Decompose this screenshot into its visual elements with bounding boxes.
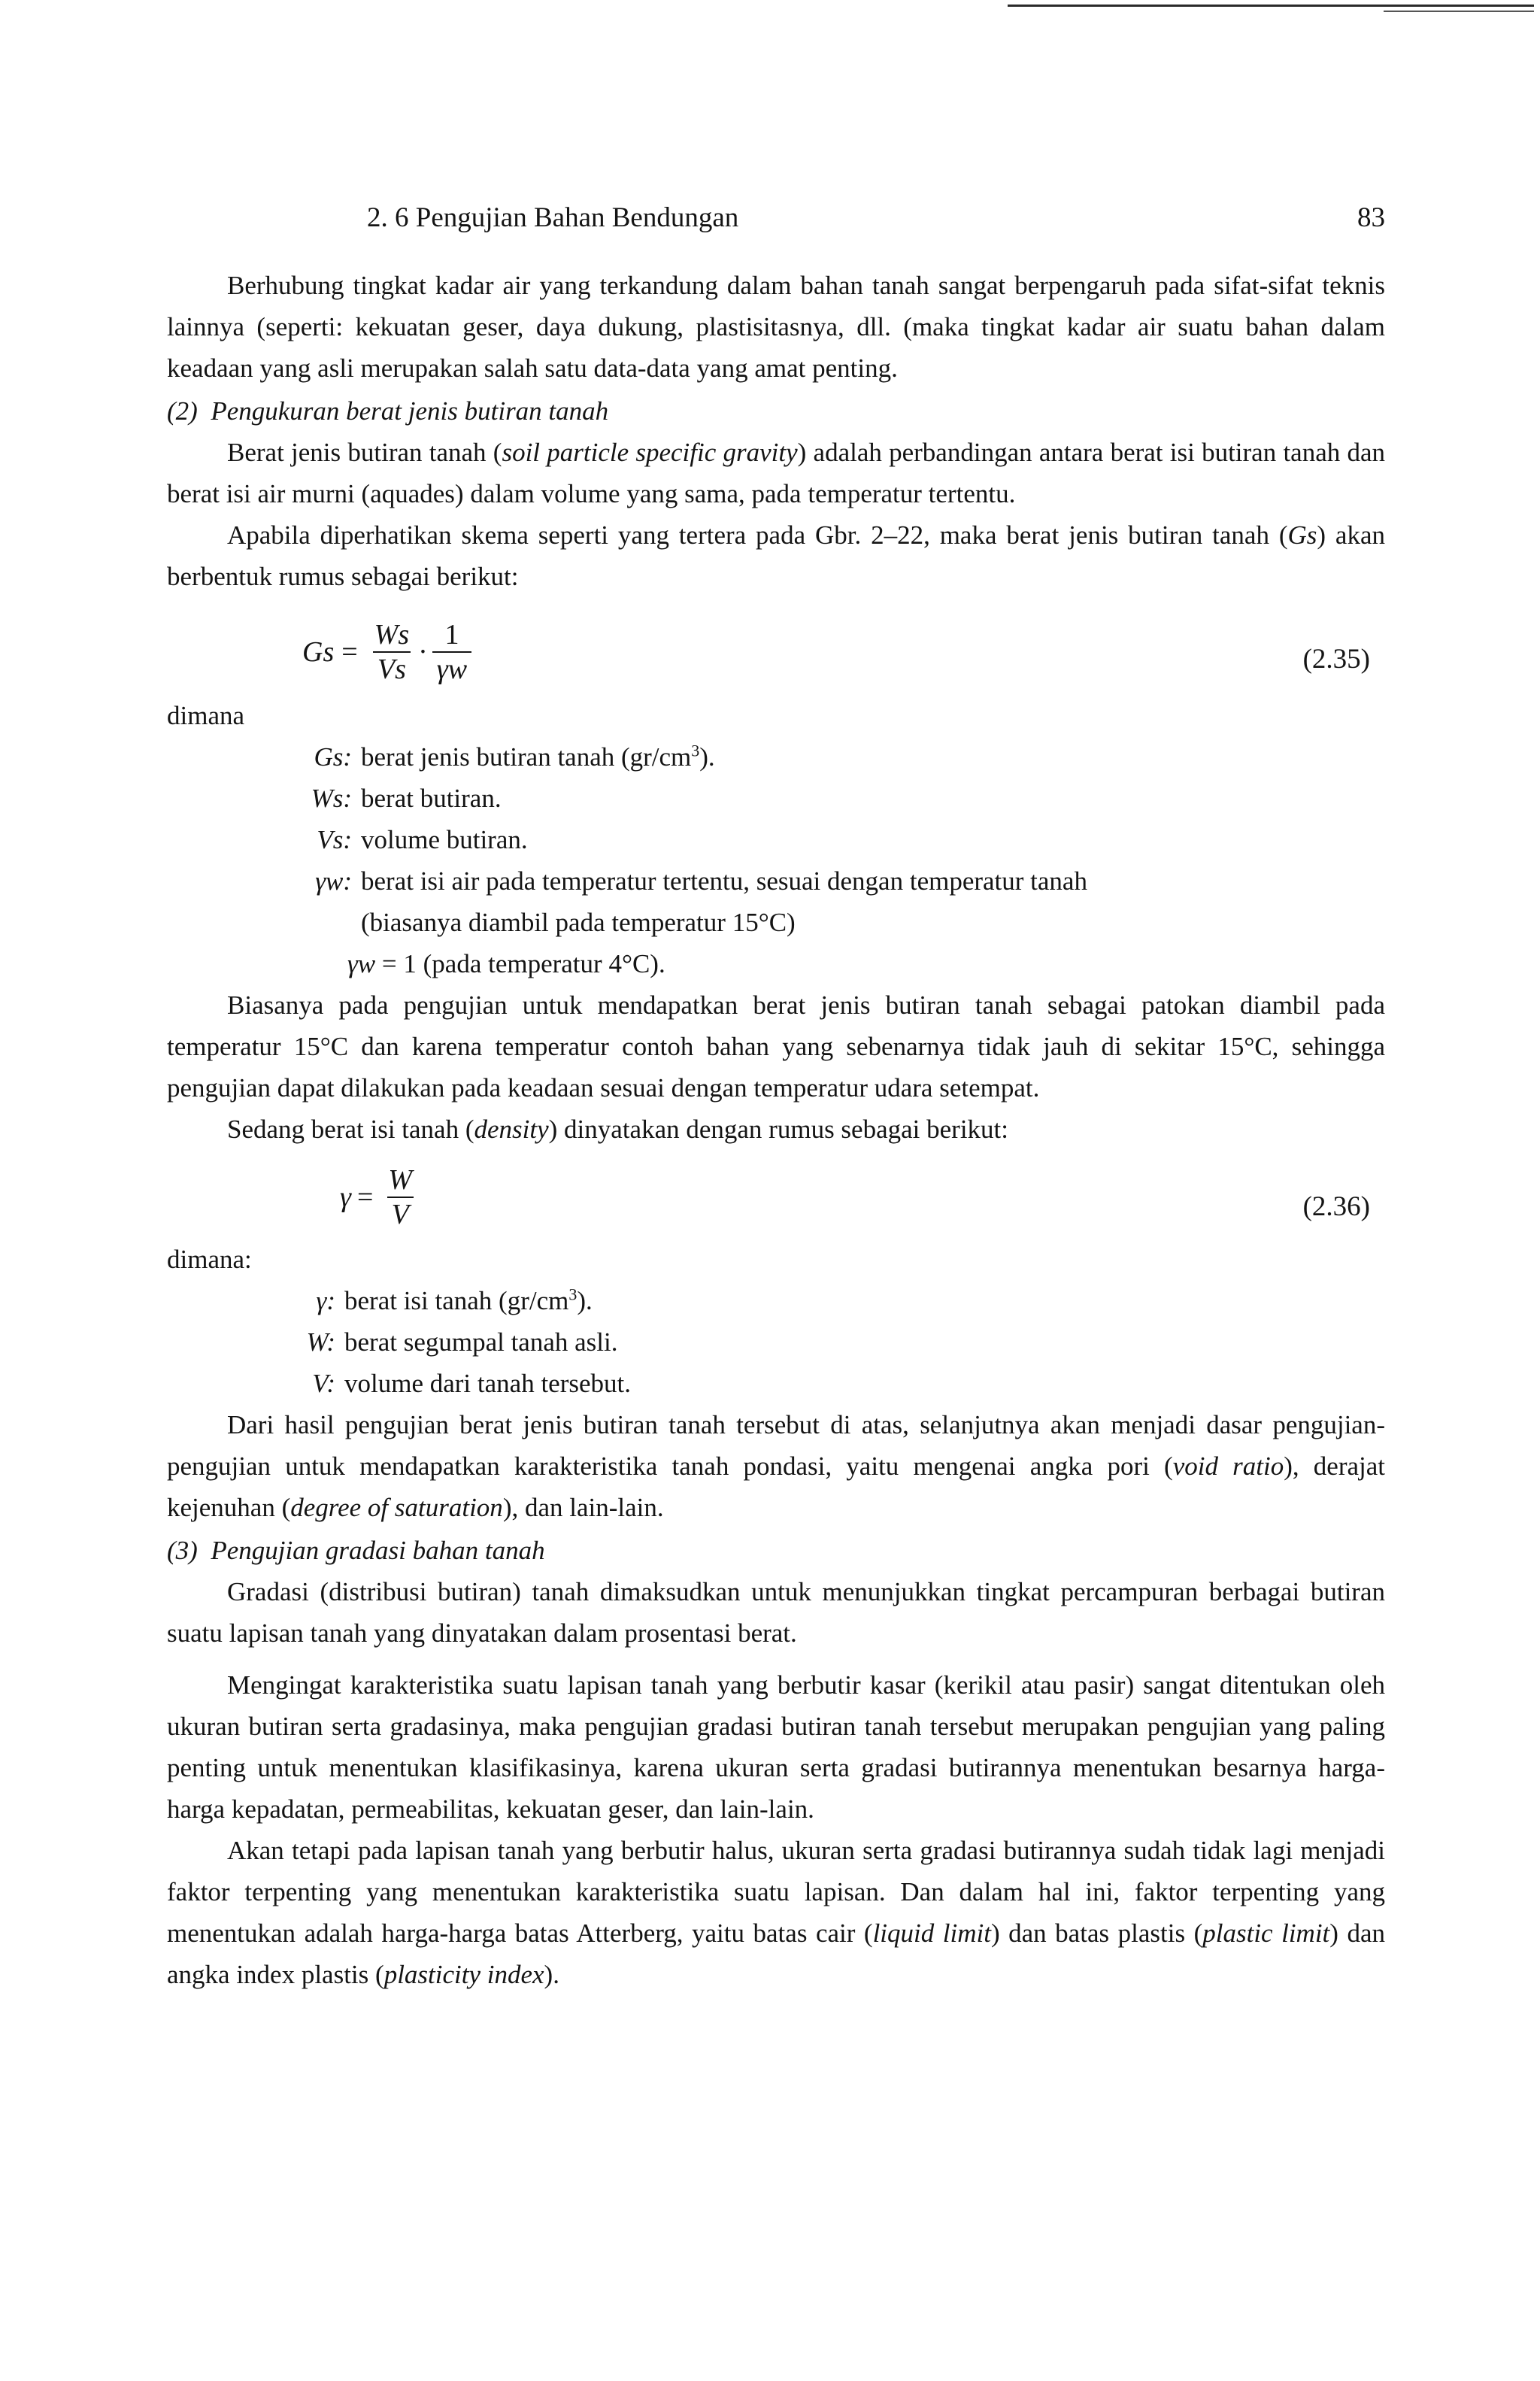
def-symbol: Gs: — [314, 742, 352, 772]
text-run-italic: Gs — [1287, 520, 1317, 550]
def-text: volume dari tanah tersebut. — [344, 1369, 631, 1398]
text-run: berat jenis butiran tanah (gr/cm — [361, 742, 692, 772]
page-header — [167, 197, 1385, 242]
superscript: 3 — [691, 741, 700, 760]
definition-item — [167, 860, 1385, 902]
paragraph: Mengingat karakteristika suatu lapisan tanah yang berbutir kasar (kerikil atau pasir) sangat ditentukan oleh ukuran butiran serta gradasinya, maka pengujian gradasi butiran tanah tersebut merupakan pengujian yang paling penting untuk menentukan klasifikasinya, karena ukuran serta gradasi butirannya menentukan besarnya harga-harga kepadatan, permeabilitas, kekuatan geser, dan lain-lain. — [167, 1670, 1385, 1824]
section-heading — [167, 1530, 1385, 1571]
def-symbol: γ: — [316, 1286, 335, 1315]
section-title: Pengukuran berat jenis butiran tanah — [211, 396, 609, 426]
definition-item — [167, 1321, 1385, 1363]
equation-2-36 — [167, 1150, 1385, 1239]
eq-equals: = — [341, 635, 358, 668]
def-symbol: γw — [347, 949, 376, 978]
text-run-italic: soil particle specific gravity — [502, 438, 798, 467]
eq-fraction — [432, 618, 471, 686]
section-number: (2) — [167, 396, 198, 426]
paragraph — [167, 432, 1385, 514]
eq-numerator: W — [388, 1164, 413, 1196]
text-run: ) akan berbentuk rumus sebagai berikut: — [167, 520, 1385, 591]
def-symbol: γw: — [315, 866, 352, 896]
where-label: dimana: — [167, 1245, 252, 1274]
scan-edge-rule — [1008, 5, 1534, 7]
paragraph: Gradasi (distribusi butiran) tanah dimaksudkan untuk menunjukkan tingkat percampuran berbagai butiran suatu lapisan tanah yang dinyatakan dalam prosentasi berat. — [167, 1577, 1385, 1648]
equation-body — [302, 618, 476, 686]
def-continuation: (biasanya diambil pada temperatur 15°C) — [361, 908, 796, 937]
equation-body — [340, 1163, 421, 1231]
text-run: ) dan batas plastis ( — [990, 1918, 1203, 1948]
paragraph — [167, 514, 1385, 597]
eq-numerator: Ws — [374, 619, 410, 651]
eq-numerator: 1 — [444, 619, 459, 651]
section-number: (3) — [167, 1536, 198, 1565]
paragraph: Biasanya pada pengujian untuk mendapatkan berat jenis butiran tanah sebagai patokan diambil pada temperatur 15°C dan karena temperatur contoh bahan yang sebenarnya tidak jauh di sekitar 15°C, sehingga pengujian dapat dilakukan pada keadaan sesuai dengan temperatur udara setempat. — [167, 990, 1385, 1103]
eq-denominator: V — [387, 1197, 414, 1231]
text-run: ), dan lain-lain. — [502, 1493, 664, 1522]
text-run: ). — [544, 1960, 559, 1989]
def-continuation — [167, 943, 1385, 984]
def-text: volume butiran. — [361, 825, 528, 854]
def-text: berat segumpal tanah asli. — [344, 1327, 618, 1357]
paragraph — [167, 1830, 1385, 1995]
definition-item — [167, 1280, 1385, 1321]
equation-2-35 — [167, 597, 1385, 695]
text-run: ) dan angka index plastis ( — [167, 1918, 1385, 1989]
equation-number: (2.35) — [1302, 644, 1370, 675]
eq-lhs: Gs — [302, 635, 335, 668]
text-run: ). — [699, 742, 715, 772]
text-run: berat isi tanah (gr/cm — [344, 1286, 569, 1315]
eq-equals: = — [356, 1181, 374, 1213]
text-run-italic: void ratio — [1172, 1451, 1284, 1481]
eq-dot: · — [418, 635, 428, 668]
paragraph: Berhubung tingkat kadar air yang terkandung dalam bahan tanah sangat berpengaruh pada sifat-sifat teknis lainnya (seperti: kekuatan geser, daya dukung, plastisitasnya, dll. (maka tingkat kadar air suatu bahan dalam keadaan yang asli merupakan salah satu data-data yang amat penting. — [167, 271, 1385, 383]
page-number: 83 — [1357, 202, 1385, 233]
paragraph — [167, 1109, 1385, 1150]
where-label: dimana — [167, 701, 245, 730]
paragraph — [167, 1404, 1385, 1528]
def-symbol: W: — [306, 1327, 335, 1357]
text-run-italic: liquid limit — [872, 1918, 991, 1948]
section-title: Pengujian gradasi bahan tanah — [211, 1536, 545, 1565]
eq-fraction — [370, 618, 414, 686]
running-head: 2. 6 Pengujian Bahan Bendungan — [367, 202, 739, 233]
definition-item — [167, 1363, 1385, 1404]
text-run: Akan tetapi pada lapisan tanah yang berbutir halus, ukuran serta gradasi butirannya sudah tidak lagi menjadi faktor terpenting yang menentukan karakteristika suatu lapisan. Dan dalam hal ini, faktor terpenting yang menentukan adalah harga-harga batas Atterberg, yaitu batas cair ( — [167, 1836, 1385, 1948]
text-run-italic: degree of saturation — [290, 1493, 503, 1522]
text-run-italic: plastic limit — [1202, 1918, 1330, 1948]
eq-denominator: γw — [432, 651, 471, 686]
eq-fraction — [383, 1163, 417, 1231]
text-run: = 1 (pada temperatur 4°C). — [375, 949, 665, 978]
section-heading — [167, 390, 1385, 432]
text-run-italic: plasticity index — [383, 1960, 544, 1989]
def-text: berat butiran. — [361, 784, 502, 813]
text-run-italic: density — [474, 1115, 549, 1144]
eq-denominator: Vs — [373, 651, 411, 686]
scan-edge-rule — [1384, 11, 1534, 12]
page-body — [167, 265, 1385, 1995]
def-symbol: Vs: — [317, 825, 352, 854]
definition-list — [167, 736, 1385, 984]
text-run: ), derajat kejenuhan ( — [167, 1451, 1385, 1522]
text-run: Apabila diperhatikan skema seperti yang tertera pada Gbr. 2–22, maka berat jenis butiran tanah ( — [227, 520, 1288, 550]
definition-item — [167, 778, 1385, 819]
def-symbol: V: — [312, 1369, 335, 1398]
equation-number: (2.36) — [1302, 1191, 1370, 1222]
superscript: 3 — [568, 1285, 578, 1304]
def-text — [361, 736, 1385, 778]
def-text — [344, 1280, 1385, 1321]
text-run: Dari hasil pengujian berat jenis butiran tanah tersebut di atas, selanjutnya akan menjadi dasar pengujian-pengujian untuk mendapatkan karakteristika tanah pondasi, yaitu mengenai angka pori ( — [167, 1410, 1385, 1481]
def-symbol: Ws: — [311, 784, 352, 813]
eq-lhs: γ — [340, 1181, 351, 1213]
text-run: ). — [577, 1286, 593, 1315]
def-text: berat isi air pada temperatur tertentu, sesuai dengan temperatur tanah — [361, 866, 1087, 896]
text-run: ) dinyatakan dengan rumus sebagai berikut: — [548, 1115, 1008, 1144]
definition-item — [167, 819, 1385, 860]
text-run: Sedang berat isi tanah ( — [227, 1115, 474, 1144]
text-run: Berat jenis butiran tanah ( — [227, 438, 502, 467]
definition-item — [167, 736, 1385, 778]
text-run: ) adalah perbandingan antara berat isi butiran tanah dan berat isi air murni (aquades) dalam volume yang sama, pada temperatur tertentu. — [167, 438, 1386, 508]
definition-list — [167, 1280, 1385, 1404]
